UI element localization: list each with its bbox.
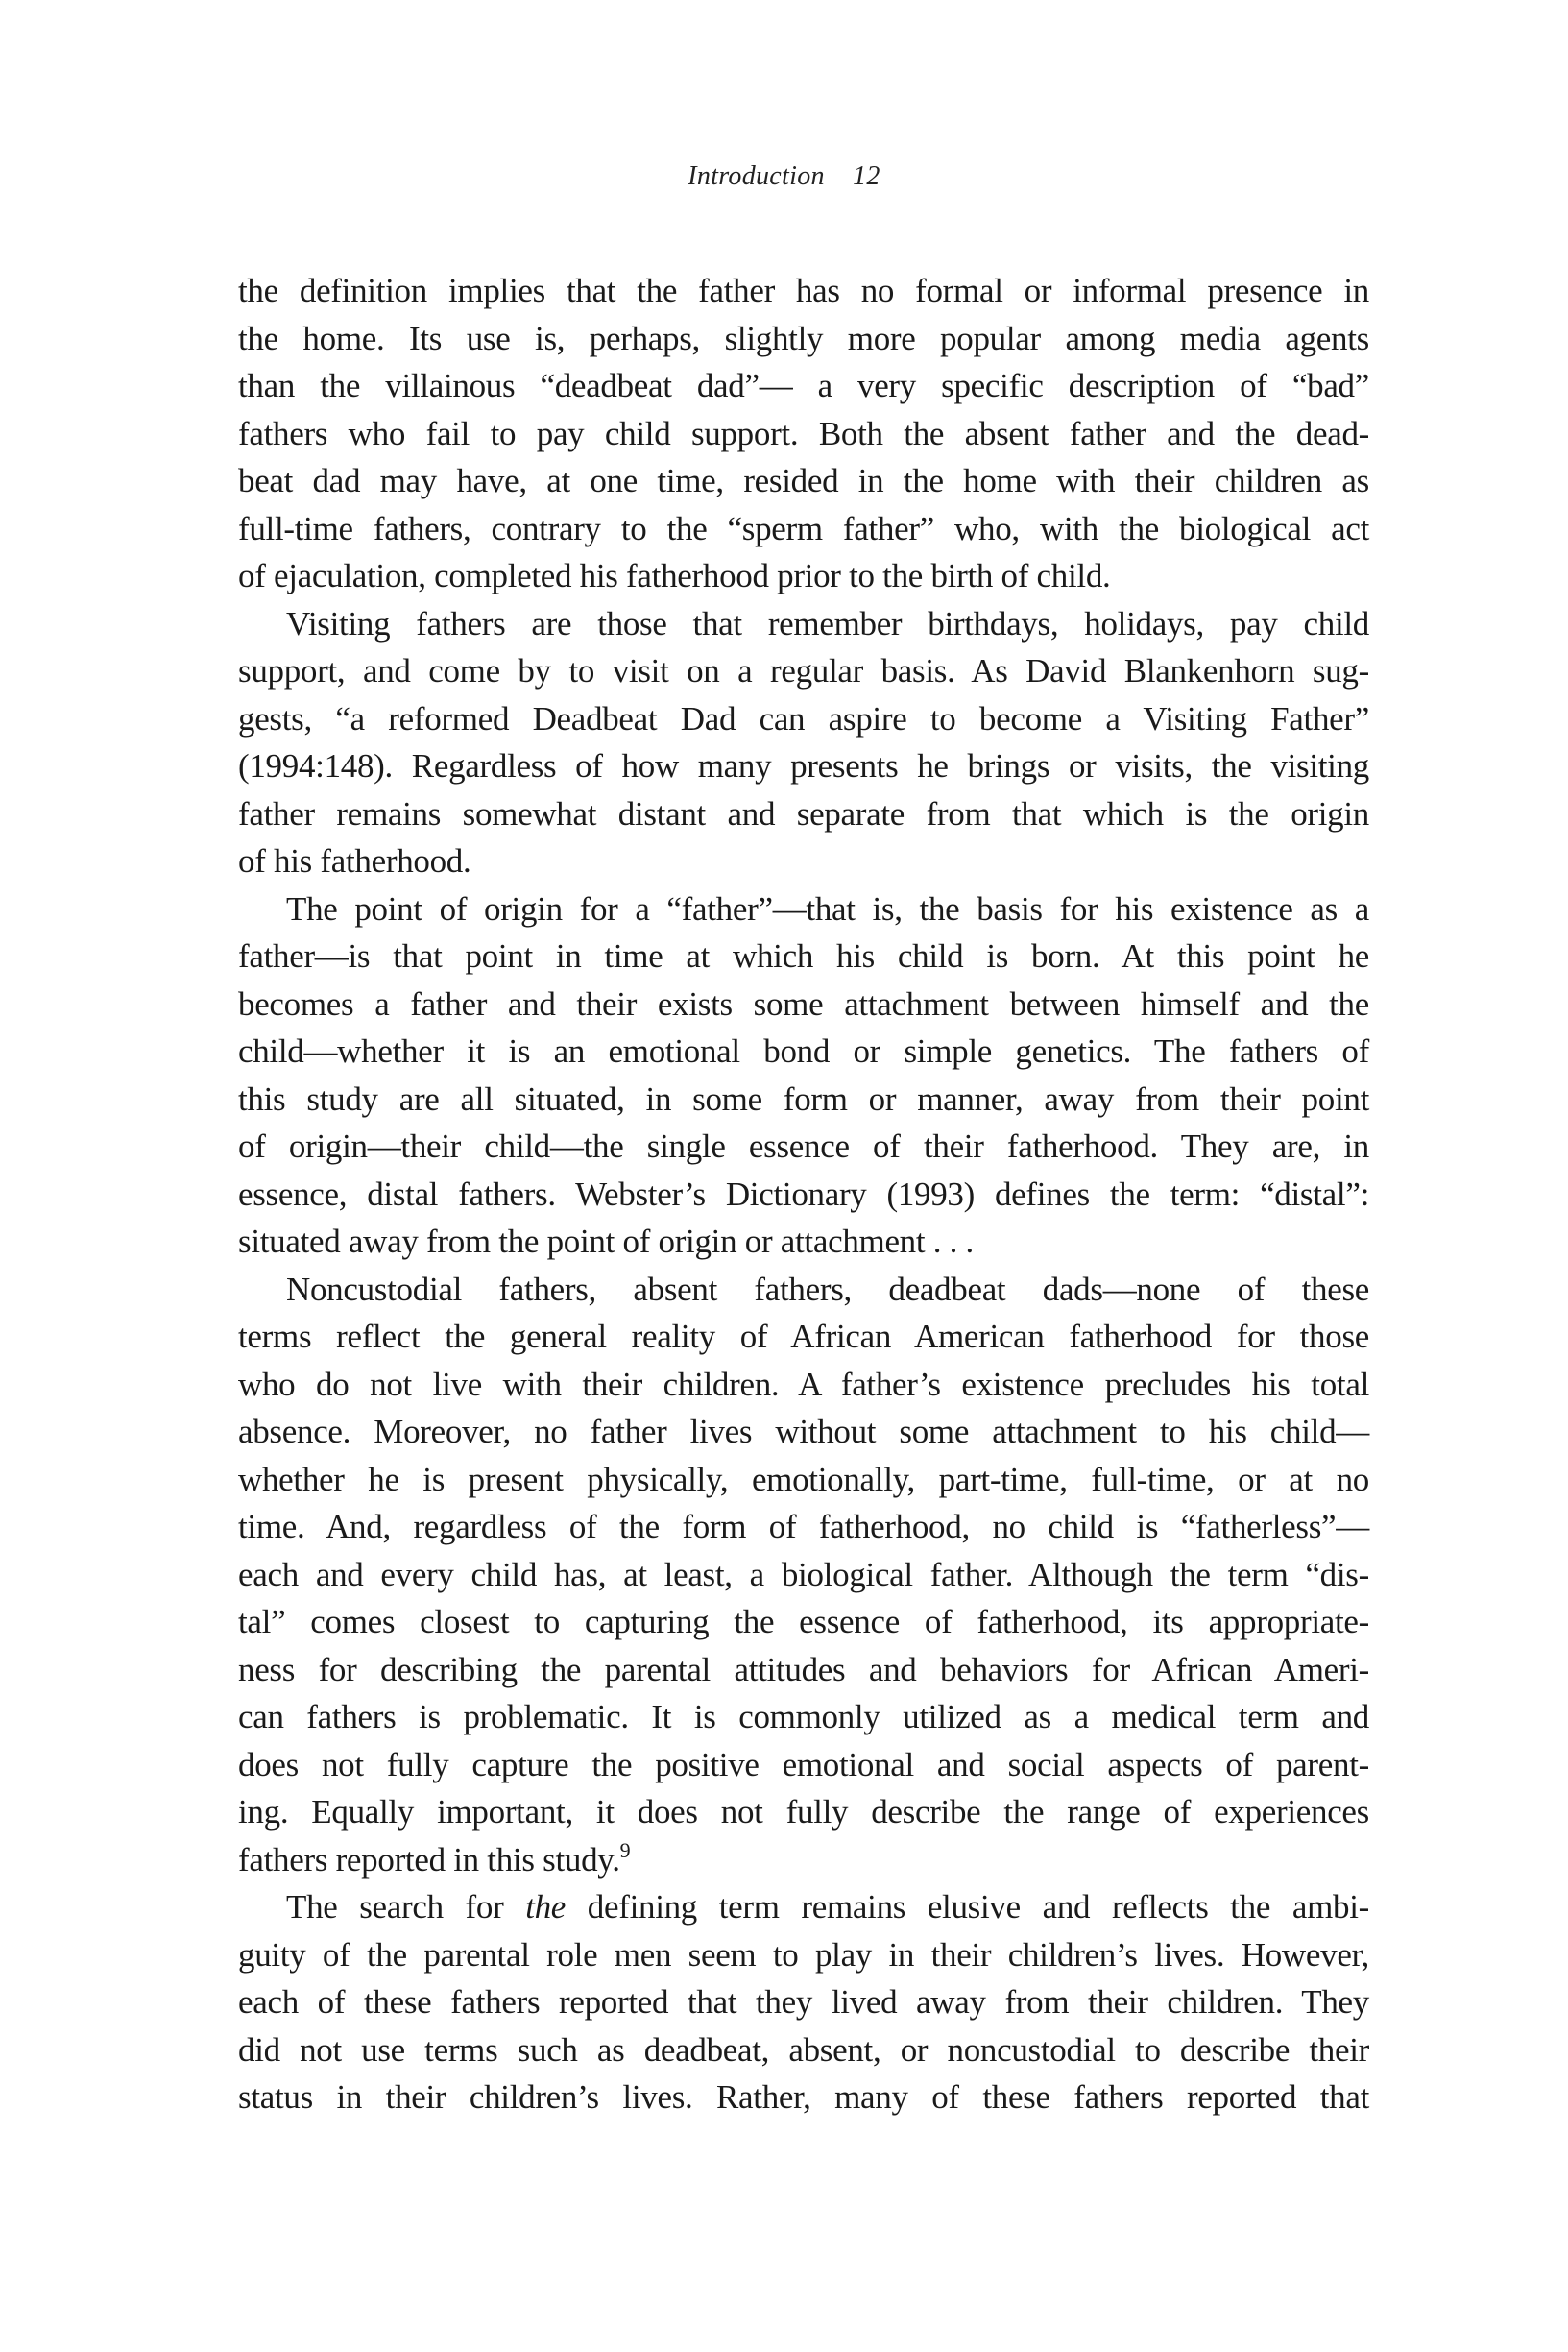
- text-line: fathers reported in this study.: [238, 1840, 620, 1879]
- text-line: whether he is present physically, emotionally, part-time, full-time, or at no: [238, 1460, 1369, 1498]
- text-line: full-time fathers, contrary to the “sperm father” who, with the biological act: [238, 509, 1369, 547]
- text-segment: The search for: [286, 1888, 526, 1926]
- page-number: 12: [853, 161, 880, 191]
- text-line: each of these fathers reported that they lived away from their children. They: [238, 1983, 1369, 2021]
- footnote-reference[interactable]: 9: [619, 1837, 631, 1862]
- text-line: can fathers is problematic. It is commonly utilized as a medical term and: [238, 1698, 1369, 1735]
- paragraph-3: [238, 885, 1369, 1266]
- text-line: situated away from the point of origin or attachment . . .: [238, 1223, 974, 1260]
- text-line: Visiting fathers are those that remember birthdays, holidays, pay child: [286, 604, 1369, 643]
- text-line: of his fatherhood.: [238, 842, 471, 880]
- text-line: time. And, regardless of the form of fatherhood, no child is “fatherless”—: [238, 1508, 1369, 1545]
- text-line: essence, distal fathers. Webster’s Dictionary (1993) defines the term: “distal”:: [238, 1175, 1369, 1213]
- text-line: the home. Its use is, perhaps, slightly more popular among media agents: [238, 319, 1369, 357]
- paragraph-1: [238, 267, 1369, 600]
- text-line: The point of origin for a “father”—that is, the basis for his existence as a: [286, 889, 1369, 928]
- text-line: does not fully capture the positive emotional and social aspects of parent-: [238, 1745, 1369, 1783]
- text-line: of origin—their child—the single essence of their fatherhood. They are, in: [238, 1128, 1369, 1165]
- text-line: did not use terms such as deadbeat, absent, or noncustodial to describe their: [238, 2030, 1369, 2069]
- text-line: tal” comes closest to capturing the essence of fatherhood, its appropriate-: [238, 1603, 1369, 1640]
- text-line: each and every child has, at least, a biological father. Although the term “dis-: [238, 1555, 1369, 1593]
- text-line: who do not live with their children. A father’s existence precludes his total: [238, 1365, 1369, 1403]
- text-line: this study are all situated, in some form or manner, away from their point: [238, 1079, 1369, 1118]
- text-line: absence. Moreover, no father lives without some attachment to his child—: [238, 1413, 1369, 1450]
- text-line: status in their children’s lives. Rather, many of these fathers reported that: [238, 2078, 1369, 2116]
- text-line: fathers who fail to pay child support. Both the absent father and the dead-: [238, 414, 1369, 452]
- text-segment: defining term remains elusive and reflects the ambi-: [566, 1888, 1369, 1926]
- text-line: terms reflect the general reality of African American fatherhood for those: [238, 1318, 1369, 1355]
- text-line: the definition implies that the father has no formal or informal presence in: [238, 272, 1369, 309]
- paragraph-4: [238, 1266, 1369, 1884]
- text-line: guity of the parental role men seem to play in their children’s lives. However,: [238, 1935, 1369, 1974]
- paragraph-2: [238, 600, 1369, 885]
- text-line: child—whether it is an emotional bond or simple genetics. The fathers of: [238, 1032, 1369, 1070]
- body-text: [238, 267, 1369, 2122]
- text-line-with-footnote: [238, 1836, 1369, 1884]
- text-line: gests, “a reformed Deadbeat Dad can aspire to become a Visiting Father”: [238, 699, 1369, 738]
- text-line: ing. Equally important, it does not fully describe the range of experiences: [238, 1793, 1369, 1831]
- chapter-title: Introduction: [688, 161, 825, 191]
- text-line: of ejaculation, completed his fatherhood prior to the birth of child.: [238, 557, 1111, 594]
- text-line: Noncustodial fathers, absent fathers, deadbeat dads—none of these: [286, 1270, 1369, 1308]
- italic-emphasis: the: [525, 1888, 567, 1926]
- text-line: father remains somewhat distant and separate from that which is the origin: [238, 794, 1369, 833]
- text-line: becomes a father and their exists some attachment between himself and the: [238, 984, 1369, 1023]
- text-line: ness for describing the parental attitudes and behaviors for African Ameri-: [238, 1650, 1369, 1688]
- text-line: support, and come by to visit on a regular basis. As David Blankenhorn sug-: [238, 652, 1369, 690]
- text-line: (1994:148). Regardless of how many presents he brings or visits, the visiting: [238, 747, 1369, 785]
- running-head: [0, 161, 1568, 192]
- text-line: beat dad may have, at one time, resided in the home with their children as: [238, 462, 1369, 499]
- text-line-with-italic: [238, 1883, 1369, 1931]
- text-line: than the villainous “deadbeat dad”— a very specific description of “bad”: [238, 367, 1369, 404]
- text-line: father—is that point in time at which his child is born. At this point he: [238, 937, 1369, 975]
- paragraph-5: [238, 1883, 1369, 2122]
